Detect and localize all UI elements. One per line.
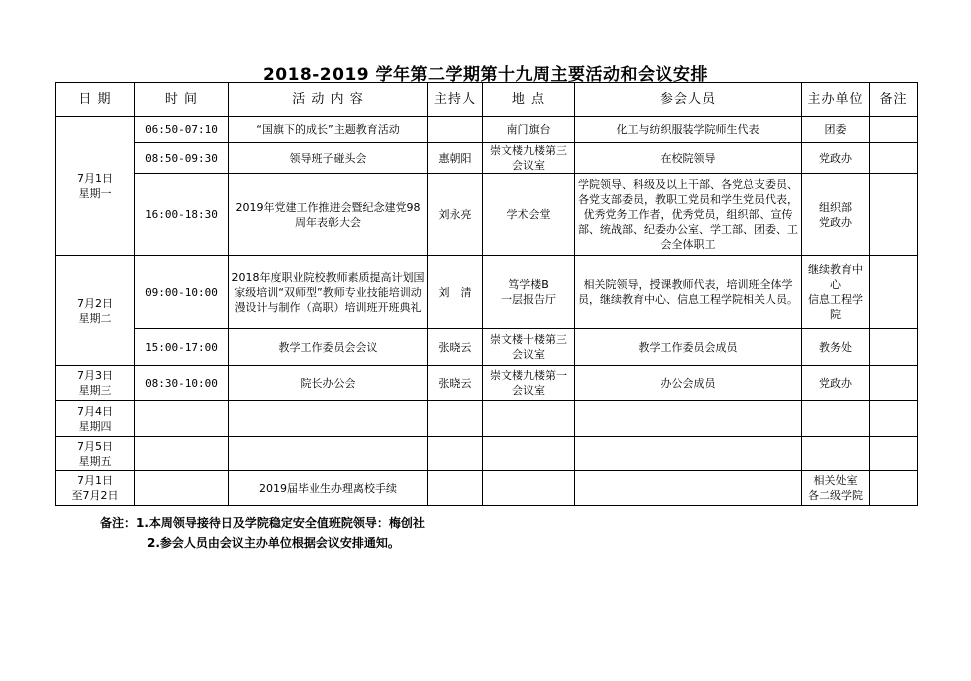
- time-cell: 15:00-17:00: [135, 329, 229, 366]
- host-cell: 张晓云: [428, 366, 483, 401]
- remark-cell: [870, 117, 918, 143]
- date-line: 7月4日: [77, 404, 113, 418]
- note-1: 备注：1.本周领导接待日及学院稳定安全值班院领导：梅创社: [100, 516, 425, 530]
- place-cell: 学术会堂: [483, 174, 575, 256]
- date-line: 7月1日: [77, 474, 113, 487]
- remark-cell: [870, 437, 918, 471]
- remark-cell: [870, 366, 918, 401]
- attendees-cell: [575, 471, 802, 506]
- host-cell: 刘永亮: [428, 174, 483, 256]
- time-cell: 08:50-09:30: [135, 143, 229, 174]
- table-row: [56, 256, 918, 329]
- content-cell: 院长办公会: [229, 366, 428, 401]
- remark-cell: [870, 329, 918, 366]
- content-cell: [229, 401, 428, 437]
- page-title: 2018-2019 学年第二学期第十九周主要活动和会议安排: [262, 65, 709, 85]
- content-cell: 2019届毕业生办理离校手续: [229, 471, 428, 506]
- content-cell: 2018年度职业院校教师素质提高计划国家级培训“双师型”教师专业技能培训动漫设计与制作（高职）培训班开班典礼: [229, 256, 428, 329]
- schedule-body: [56, 117, 918, 506]
- table-row: [56, 366, 918, 401]
- attendees-cell: 办公会成员: [575, 366, 802, 401]
- organizer-cell: 组织部 党政办: [802, 174, 870, 256]
- attendees-cell: 化工与纺织服装学院师生代表: [575, 117, 802, 143]
- organizer-cell: 党政办: [802, 366, 870, 401]
- header-date: 日 期: [56, 83, 135, 117]
- date-line: 7月3日: [77, 369, 113, 382]
- organizer-cell: [802, 401, 870, 437]
- date-line: 星期四: [78, 419, 112, 433]
- header-content: 活 动 内 容: [229, 83, 428, 117]
- time-cell: [135, 437, 229, 471]
- attendees-cell: 教学工作委员会成员: [575, 329, 802, 366]
- organizer-cell: 教务处: [802, 329, 870, 366]
- remark-cell: [870, 401, 918, 437]
- content-cell: [229, 437, 428, 471]
- host-cell: 刘 清: [428, 256, 483, 329]
- attendees-cell: [575, 437, 802, 471]
- time-cell: 06:50-07:10: [135, 117, 229, 143]
- header-time: 时 间: [135, 83, 229, 117]
- date-cell: [56, 401, 135, 437]
- content-cell: 2019年党建工作推进会暨纪念建党98周年表彰大会: [229, 174, 428, 256]
- time-cell: [135, 401, 229, 437]
- host-cell: [428, 117, 483, 143]
- time-cell: [135, 471, 229, 506]
- attendees-cell: 相关院领导，授课教师代表，培训班全体学员，继续教育中心、信息工程学院相关人员。: [575, 256, 802, 329]
- content-cell: 教学工作委员会会议: [229, 329, 428, 366]
- schedule-table: [55, 82, 918, 506]
- host-cell: [428, 437, 483, 471]
- time-cell: 16:00-18:30: [135, 174, 229, 256]
- date-line: 星期五: [78, 454, 112, 468]
- organizer-cell: 团委: [802, 117, 870, 143]
- place-cell: 崇文楼九楼第三会议室: [483, 143, 575, 174]
- host-cell: 惠朝阳: [428, 143, 483, 174]
- header-remark: 备注: [870, 83, 918, 117]
- date-cell: [56, 471, 135, 506]
- header-organizer: 主办单位: [802, 83, 870, 117]
- date-line: 至7月2日: [71, 489, 119, 502]
- note-2: 2.参会人员由会议主办单位根据会议安排通知。: [147, 536, 400, 550]
- date-line: 7月5日: [77, 439, 113, 453]
- date-line: 星期二: [78, 311, 112, 325]
- table-row: [56, 329, 918, 366]
- date-line: 星期三: [78, 384, 112, 397]
- host-cell: 张晓云: [428, 329, 483, 366]
- date-cell: [56, 366, 135, 401]
- content-cell: 领导班子碰头会: [229, 143, 428, 174]
- place-cell: [483, 401, 575, 437]
- attendees-cell: 在校院领导: [575, 143, 802, 174]
- organizer-cell: 党政办: [802, 143, 870, 174]
- organizer-cell: 相关处室 各二级学院: [802, 471, 870, 506]
- attendees-cell: [575, 401, 802, 437]
- table-row: [56, 401, 918, 437]
- organizer-cell: [802, 437, 870, 471]
- header-place: 地 点: [483, 83, 575, 117]
- date-line: 7月2日: [77, 296, 113, 310]
- date-cell: [56, 117, 135, 256]
- place-cell: 崇文楼十楼第三会议室: [483, 329, 575, 366]
- place-cell: 南门旗台: [483, 117, 575, 143]
- place-cell: 崇文楼九楼第一会议室: [483, 366, 575, 401]
- remark-cell: [870, 174, 918, 256]
- remark-cell: [870, 143, 918, 174]
- date-cell: [56, 256, 135, 366]
- table-row: [56, 471, 918, 506]
- date-cell: [56, 437, 135, 471]
- date-line: 7月1日: [77, 172, 113, 185]
- host-cell: [428, 401, 483, 437]
- table-row: [56, 143, 918, 174]
- time-cell: 08:30-10:00: [135, 366, 229, 401]
- organizer-cell: 继续教育中心 信息工程学院: [802, 256, 870, 329]
- table-row: [56, 117, 918, 143]
- attendees-cell: 学院领导、科级及以上干部、各党总支委员、各党支部委员，教职工党员和学生党员代表，优秀党务工作者，优秀党员，组织部、宣传部、统战部、纪委办公室、学工部、团委、工会全体职工: [575, 174, 802, 256]
- place-cell: [483, 471, 575, 506]
- header-host: 主持人: [428, 83, 483, 117]
- time-cell: 09:00-10:00: [135, 256, 229, 329]
- place-cell: 笃学楼B 一层报告厅: [483, 256, 575, 329]
- remark-cell: [870, 471, 918, 506]
- table-row: [56, 174, 918, 256]
- content-cell: “国旗下的成长”主题教育活动: [229, 117, 428, 143]
- place-cell: [483, 437, 575, 471]
- header-row: [56, 83, 918, 117]
- remark-cell: [870, 256, 918, 329]
- date-line: 星期一: [78, 187, 112, 200]
- header-attendees: 参会人员: [575, 83, 802, 117]
- host-cell: [428, 471, 483, 506]
- table-row: [56, 437, 918, 471]
